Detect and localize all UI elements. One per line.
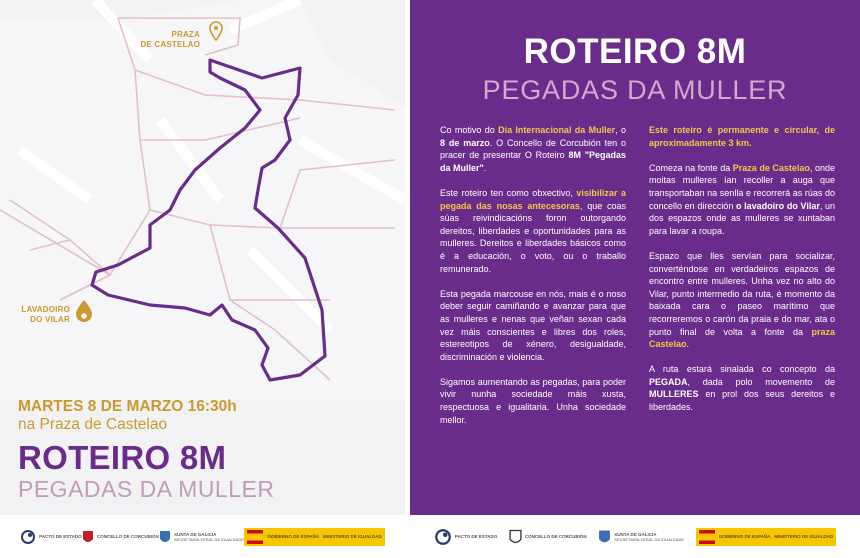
event-date: MARTES 8 DE MARZO 16:30h — [18, 398, 237, 415]
route-map — [0, 0, 405, 400]
paragraph-footprint: Esta pegada marcouse en nós, mais é o noso deber seguir camiñando e avanzar para que as mulleres e nenas que veñan sexan cada vez máis conscientes e libres dos roles, estereotipos de xénero, desigualdade, discriminación e violencia. — [440, 288, 626, 362]
pacto-logo-icon — [434, 528, 452, 546]
paragraph-society: Sigamos aumentando as pegadas, para poder vivir nunha sociedade máis xusta, respectuosa e igualitaria. Unha sociedade mellor. — [440, 376, 626, 425]
concello-logo-right: CONCELLO DE CORCUBIÓN — [509, 528, 587, 546]
event-place: na Praza de Castelao — [18, 416, 168, 433]
event-subtitle: PEGADAS DA MULLER — [18, 476, 275, 502]
info-column-2 — [649, 124, 835, 426]
event-info — [18, 398, 398, 502]
gobierno-logo: GOBIERNO DE ESPAÑA MINISTERIO DE IGUALDAD — [244, 528, 384, 546]
xunta-shield-icon — [598, 528, 611, 546]
spain-flag-icon — [247, 530, 263, 544]
spain-flag-icon — [699, 530, 715, 544]
concello-shield-icon — [509, 528, 522, 546]
paragraph-route-middle: Espazo que lles servían para socializar, converténdose en verdadeiros espazos de encontro entre mulleres. Unha vez no alto do Vilar, punto intermedio da ruta, é momento da baixada cara o paseo marítimo que recorreremos o carón da praia e do mar, ata o punto final de volta a fonte da praza Castelao. — [649, 250, 835, 350]
info-title: ROTEIRO 8M — [523, 32, 747, 71]
sponsor-logos-right — [410, 515, 860, 558]
xunta-logo: XUNTA DE GALICIA SECRETARÍA XERAL DA IGUALDADE — [159, 529, 244, 545]
event-title: ROTEIRO 8M — [18, 439, 227, 476]
paragraph-route-signage: A ruta estará sinalada co concepto da PEGADA, dada polo movemento de MULLERES en prol dos seus dereitos e liberdades. — [649, 364, 835, 413]
xunta-shield-icon — [159, 529, 171, 545]
route-map-svg — [0, 0, 405, 400]
pacto-logo-icon — [20, 529, 36, 545]
paragraph-route-start: Comeza na fonte da Praza de Castelao, onde moitas mulleres ían recoller a auga que transportaban na senlla e recorrerá as rúas do concello en dirección o lavadoiro do Vilar, un dos espazos onde as mulleres se xuntaban para lavar a roupa. — [649, 162, 835, 236]
paragraph-route-summary: Este roteiro é permanente e circular, de aproximadamente 3 km. — [649, 125, 835, 148]
right-info-panel — [410, 0, 860, 558]
pacto-logo: PACTO DE ESTADO — [20, 529, 82, 545]
gobierno-logo-right: GOBIERNO DE ESPAÑA MINISTERIO DE IGUALDAD — [696, 528, 836, 546]
sponsor-logos-left — [0, 515, 405, 558]
pacto-logo-right: PACTO DE ESTADO — [434, 528, 498, 546]
left-poster-panel — [0, 0, 405, 558]
lavadoiro-label: LAVADOIRO DO VILAR — [21, 305, 70, 324]
concello-shield-icon — [82, 529, 94, 545]
xunta-logo-right: XUNTA DE GALICIA SECRETARÍA XERAL DA IGUALDADE — [598, 528, 684, 546]
paragraph-intro: Co motivo do Día Internacional da Muller, o 8 de marzo. O Concello de Corcubión ten o pracer de presentar O Roteiro 8M "Pegadas da Muller". — [440, 125, 627, 173]
info-subtitle: PEGADAS DA MULLER — [482, 75, 788, 105]
concello-logo: CONCELLO DE CORCUBIÓN — [82, 529, 159, 545]
paragraph-objective: Este roteiro ten como obxectivo, visibilizar a pegada das nosas antecesoras, que coas súas reivindicacións foron outorgando dereitos, liberdades e oportunidades para as mulleres. Dereitos e liberdades básicos como é a educación, o voto, ou o traballo remunerado. — [440, 187, 626, 274]
praza-label: PRAZA DE CASTELAO — [140, 30, 200, 49]
info-column-1 — [440, 124, 626, 439]
